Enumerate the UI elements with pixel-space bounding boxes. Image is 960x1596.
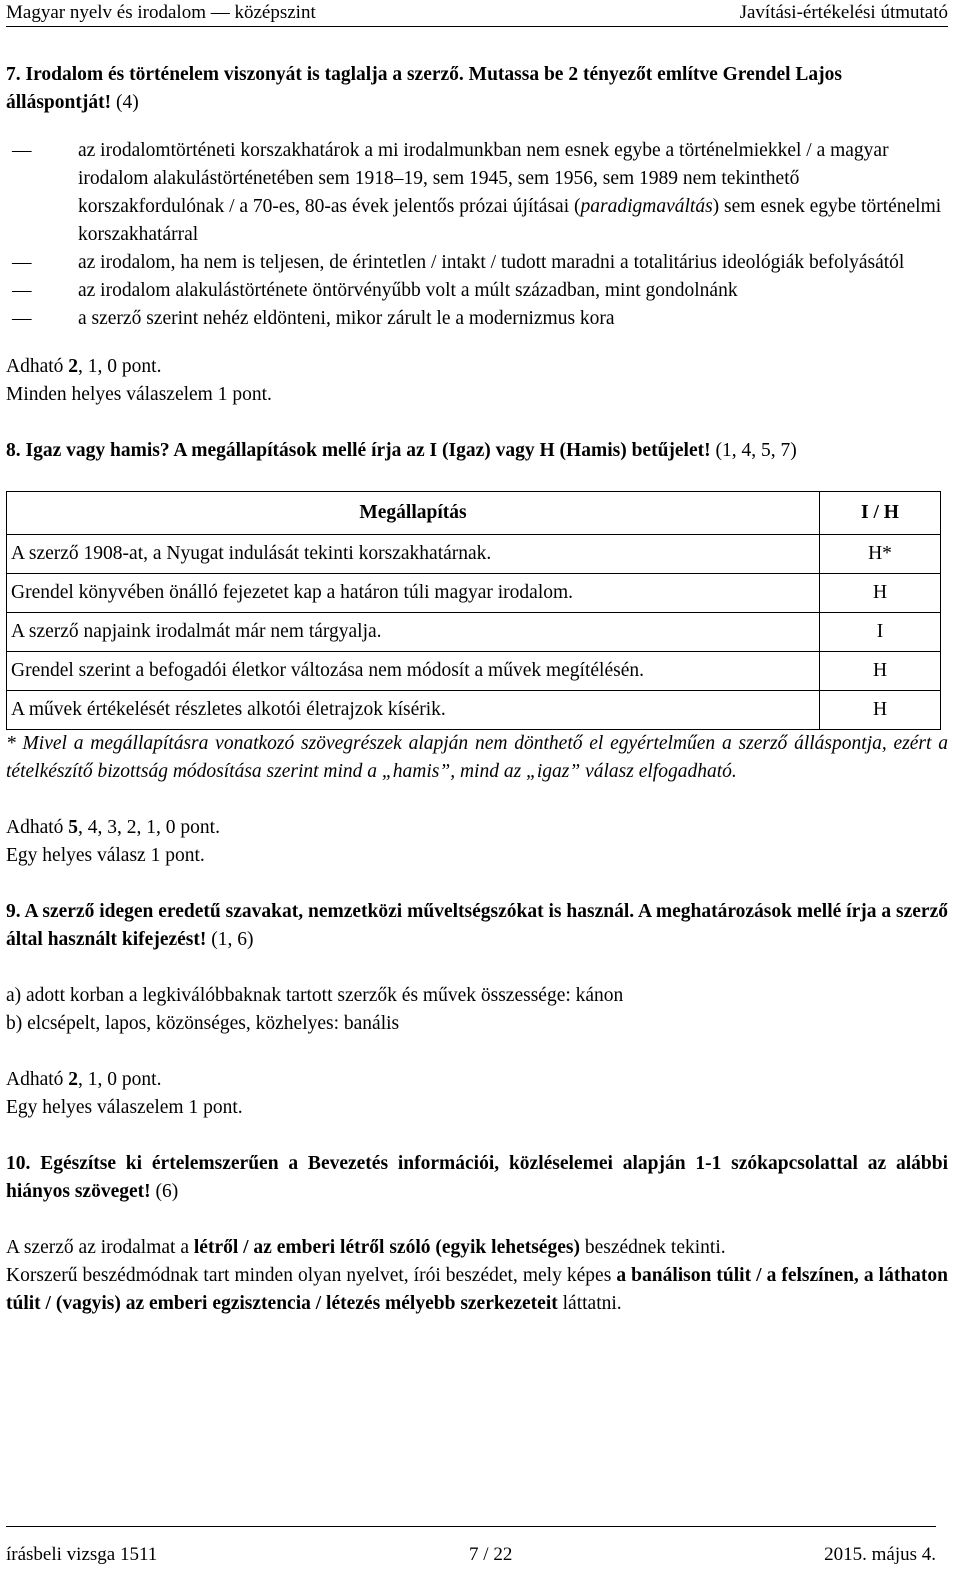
value-cell: H — [820, 691, 941, 730]
header-left: Magyar nyelv és irodalom — középszint — [6, 2, 316, 23]
footer-page-number: 7 / 22 — [469, 1544, 513, 1565]
table-row — [7, 535, 941, 574]
document-page — [6, 0, 948, 1318]
table-row — [7, 691, 941, 730]
question-8-points: (1, 4, 5, 7) — [715, 440, 797, 461]
page-footer — [6, 1526, 936, 1569]
statement-cell: A szerző 1908-at, a Nyugat indulását tekinti korszakhatárnak. — [7, 535, 820, 574]
answer-a: a) adott korban a legkiválóbbaknak tartott szerzők és művek összessége: kánon — [6, 985, 624, 1006]
footer-exam-id: írásbeli vizsga 1511 — [6, 1544, 158, 1565]
dash-icon: — — [12, 140, 32, 161]
statement-cell: A művek értékelését részletes alkotói életrajzok kísérik. — [7, 691, 820, 730]
statement-table — [6, 491, 941, 730]
value-cell: H — [820, 574, 941, 613]
question-10-title: 10. Egészítse ki értelemszerűen a Bevezetés információi, közléselemei alapján 1-1 szókapcsolattal az alábbi hiányos szöveget! (6) — [6, 1153, 948, 1202]
scoring-rule: Egy helyes válaszelem 1 pont. — [6, 1097, 243, 1118]
value-cell: I — [820, 613, 941, 652]
table-row — [7, 613, 941, 652]
question-8-title: 8. Igaz vagy hamis? A megállapítások mellé írja az I (Igaz) vagy H (Hamis) betűjelet! (1, 4, 5, 7) — [6, 440, 797, 461]
list-item: — az irodalom alakulástörténete öntörvényűbb volt a múlt században, mint gondolnánk — [78, 277, 948, 305]
question-7-points: (4) — [115, 92, 139, 113]
question-9 — [6, 898, 948, 1122]
footnote: * Mivel a megállapításra vonatkozó szövegrészek alapján nem dönthető el egyértelműen a szerző álláspontja, ezért a tételkészítő bizottság módosítása szerint mind a „hamis”, mind az „igaz” válasz elfogadható. — [6, 733, 948, 782]
table-row — [7, 652, 941, 691]
scoring-line: Adható 2, 1, 0 pont. — [6, 1069, 162, 1090]
scoring-rule: Minden helyes válaszelem 1 pont. — [6, 384, 272, 405]
statement-cell: Grendel szerint a befogadói életkor változása nem módosít a művek megítélésén. — [7, 652, 820, 691]
list-item: — az irodalom, ha nem is teljesen, de érintetlen / intakt / tudott maradni a totalitárius ideológiák befolyásától — [78, 249, 948, 277]
answer-list — [6, 137, 948, 333]
question-9-title: 9. A szerző idegen eredetű szavakat, nemzetközi műveltségszókat is használ. A meghatározások mellé írja a szerző által használt kifejezést! (1, 6) — [6, 901, 948, 950]
page-header — [6, 0, 948, 27]
dash-icon: — — [12, 252, 32, 273]
header-right: Javítási-értékelési útmutató — [739, 2, 948, 23]
answer-paragraph-1: A szerző az irodalmat a létről / az emberi létről szóló (egyik lehetséges) beszédnek tekinti. — [6, 1237, 726, 1258]
dash-icon: — — [12, 280, 32, 301]
scoring-rule: Egy helyes válasz 1 pont. — [6, 845, 205, 866]
statement-cell: Grendel könyvében önálló fejezetet kap a határon túli magyar irodalom. — [7, 574, 820, 613]
footer-date: 2015. május 4. — [824, 1544, 936, 1565]
answer-b: b) elcsépelt, lapos, közönséges, közhelyes: banális — [6, 1013, 400, 1034]
statement-cell: A szerző napjaink irodalmát már nem tárgyalja. — [7, 613, 820, 652]
scoring-line: Adható 2, 1, 0 pont. — [6, 356, 162, 377]
question-9-points: (1, 6) — [211, 929, 254, 950]
list-item: — a szerző szerint nehéz eldönteni, mikor zárult le a modernizmus kora — [78, 305, 948, 333]
question-10 — [6, 1150, 948, 1318]
column-header-statement: Megállapítás — [7, 492, 820, 535]
table-header-row — [7, 492, 941, 535]
value-cell: H* — [820, 535, 941, 574]
question-10-points: (6) — [155, 1181, 179, 1202]
dash-icon: — — [12, 308, 32, 329]
answer-paragraph-2: Korszerű beszédmódnak tart minden olyan nyelvet, írói beszédet, mely képes a banálison túlit / a felszínen, a láthaton túlit / (vagyis) az emberi egzisztencia / létezés mélyebb szerkezeteit láttatni. — [6, 1265, 948, 1314]
scoring-line: Adható 5, 4, 3, 2, 1, 0 pont. — [6, 817, 220, 838]
column-header-value: I / H — [820, 492, 941, 535]
value-cell: H — [820, 652, 941, 691]
list-item: — az irodalomtörténeti korszakhatárok a mi irodalmunkban nem esnek egybe a történelmiekkel / a magyar irodalom alakulástörténetében sem 1918–19, sem 1945, sem 1956, sem 1989 nem tekinthető korszakfordulónak / a 70-es, 80-as évek jelentős prózai újításai (paradigmaváltás) sem esnek egybe történelmi korszakhatárral — [78, 137, 948, 249]
question-7-title: 7. Irodalom és történelem viszonyát is taglalja a szerző. Mutassa be 2 tényezőt említve Grendel Lajos álláspontját! (4) — [6, 64, 842, 113]
question-7 — [6, 61, 948, 409]
table-row — [7, 574, 941, 613]
question-8 — [6, 437, 948, 870]
